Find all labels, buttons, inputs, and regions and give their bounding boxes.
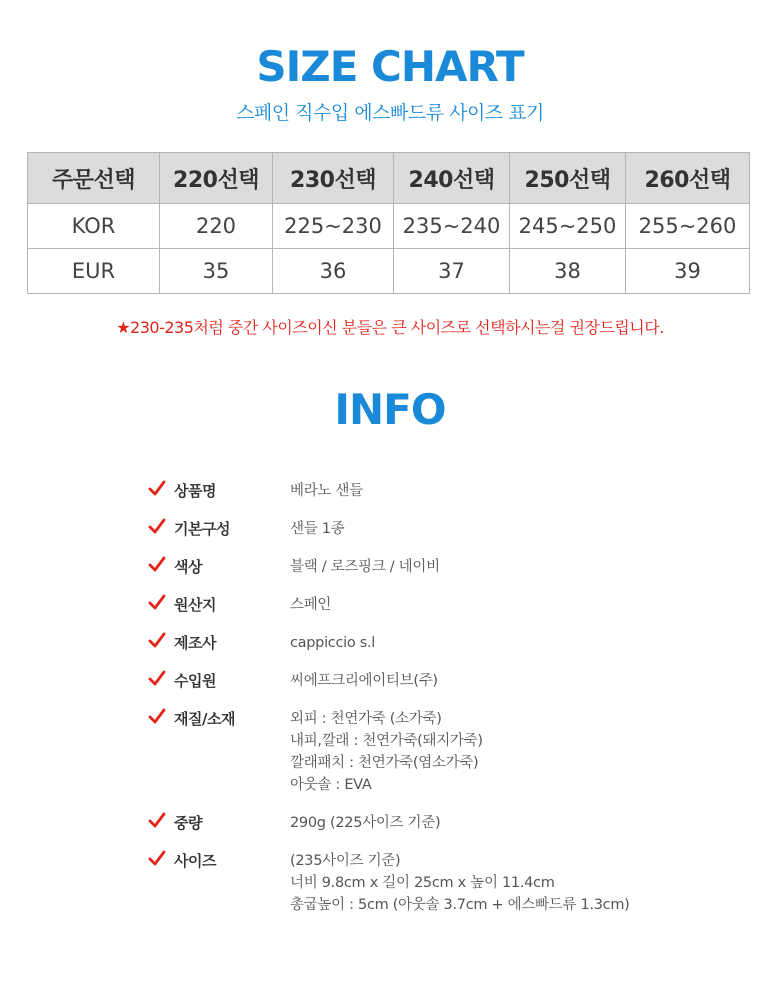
info-value xyxy=(290,812,440,834)
header-cell-250: 250선택 xyxy=(510,153,626,204)
info-value-line: 씨에프크리에이티브(주) xyxy=(290,673,438,689)
size-chart-table xyxy=(27,152,750,294)
info-value-line: 너비 9.8cm x 길이 25cm x 높이 11.4cm xyxy=(290,875,555,891)
size-recommendation-note: ★230-235처럼 중간 사이즈이신 분들은 큰 사이즈로 선택하시는걸 권장드립니다. xyxy=(116,318,664,337)
table-cell: 35 xyxy=(160,249,273,294)
info-value-line: 내피,깔래 : 천연가죽(돼지가죽) xyxy=(290,733,483,749)
info-value-line: 샌들 1종 xyxy=(290,521,345,537)
header-cell-260: 260선택 xyxy=(626,153,750,204)
checkmark-icon xyxy=(148,708,166,726)
info-value xyxy=(290,594,331,616)
table-cell: KOR xyxy=(28,204,160,249)
table-cell: EUR xyxy=(28,249,160,294)
info-label: 수입원 xyxy=(174,672,216,690)
checkmark-icon xyxy=(148,670,166,688)
header-cell-220: 220선택 xyxy=(160,153,273,204)
checkmark-icon xyxy=(148,850,166,868)
info-value xyxy=(290,850,630,916)
table-row-eur xyxy=(28,249,750,294)
checkmark-icon xyxy=(148,632,166,650)
info-value-line: 아웃솔 : EVA xyxy=(290,777,372,793)
info-label: 제조사 xyxy=(174,634,216,652)
info-value-line: 290g (225사이즈 기준) xyxy=(290,815,441,831)
table-cell: 39 xyxy=(626,249,750,294)
table-cell: 225~230 xyxy=(273,204,394,249)
header-cell-order: 주문선택 xyxy=(28,153,160,204)
info-value xyxy=(290,708,483,796)
checkmark-icon xyxy=(148,556,166,574)
info-value-line: 베라노 샌들 xyxy=(290,483,363,499)
info-label: 상품명 xyxy=(174,482,216,500)
header-cell-230: 230선택 xyxy=(273,153,394,204)
table-cell: 36 xyxy=(273,249,394,294)
info-label: 기본구성 xyxy=(174,520,230,538)
info-label: 색상 xyxy=(174,558,202,576)
checkmark-icon xyxy=(148,480,166,498)
info-value-line: 총굽높이 : 5cm (아웃솔 3.7cm + 에스빠드류 1.3cm) xyxy=(290,897,630,913)
table-cell: 37 xyxy=(394,249,510,294)
info-value xyxy=(290,632,375,654)
info-value-line: 스페인 xyxy=(290,597,332,613)
info-value-line: 블랙 / 로즈핑크 / 네이비 xyxy=(290,559,440,575)
info-value-line: (235사이즈 기준) xyxy=(290,853,401,869)
checkmark-icon xyxy=(148,812,166,830)
table-cell: 220 xyxy=(160,204,273,249)
info-value xyxy=(290,556,440,578)
info-label: 사이즈 xyxy=(174,852,216,870)
info-value-line: 깔래패치 : 천연가죽(염소가죽) xyxy=(290,755,479,771)
info-title: INFO xyxy=(334,385,446,434)
info-value-line: 외피 : 천연가죽 (소가죽) xyxy=(290,711,442,727)
checkmark-icon xyxy=(148,594,166,612)
info-label: 원산지 xyxy=(174,596,216,614)
size-chart-subtitle: 스페인 직수입 에스빠드류 사이즈 표기 xyxy=(236,102,544,124)
table-cell: 38 xyxy=(510,249,626,294)
size-chart-header-row xyxy=(28,153,750,204)
info-value xyxy=(290,670,438,692)
info-value xyxy=(290,480,363,502)
info-label: 중량 xyxy=(174,814,202,832)
table-cell: 245~250 xyxy=(510,204,626,249)
table-cell: 235~240 xyxy=(394,204,510,249)
table-row-kor xyxy=(28,204,750,249)
table-cell: 255~260 xyxy=(626,204,750,249)
info-value-line: cappiccio s.l xyxy=(290,635,376,651)
header-cell-240: 240선택 xyxy=(394,153,510,204)
info-label: 재질/소재 xyxy=(174,710,235,728)
checkmark-icon xyxy=(148,518,166,536)
size-chart-title: SIZE CHART xyxy=(256,42,524,91)
info-value xyxy=(290,518,344,540)
